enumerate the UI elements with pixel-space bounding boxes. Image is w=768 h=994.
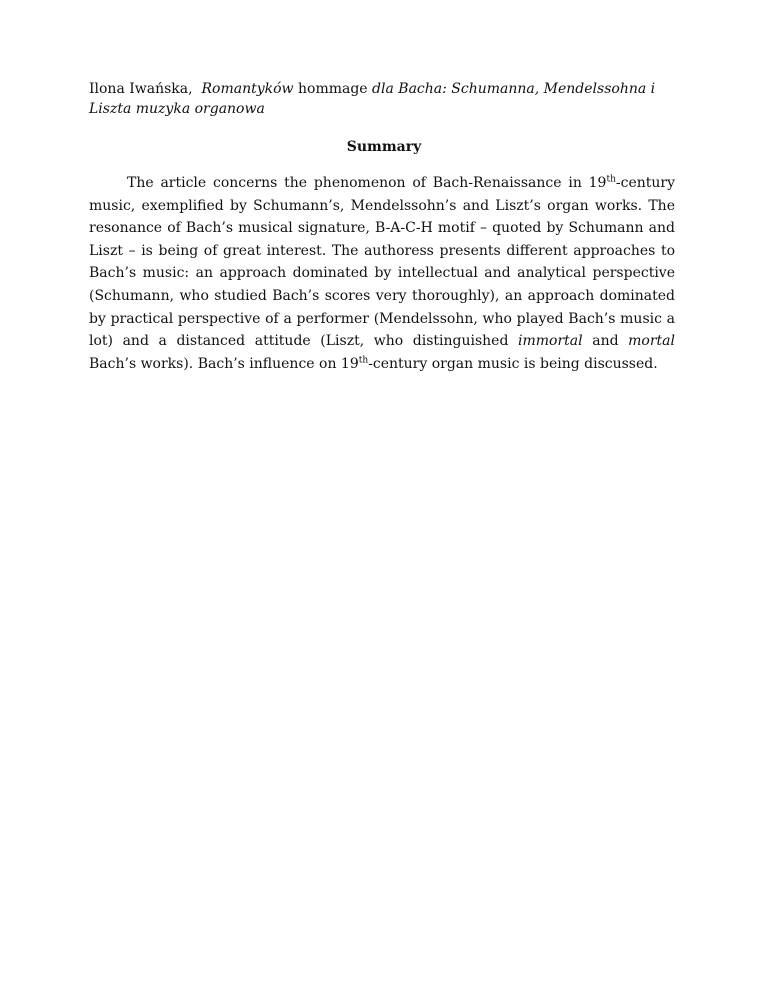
summary-sup-1: th <box>606 174 616 185</box>
author-name: Ilona Iwańska, <box>89 81 193 97</box>
section-title: Summary <box>346 139 422 155</box>
header-title-plain: hommage <box>298 81 368 97</box>
summary-text-1: The article concerns the phenomenon of Bach-Renaissance in 19 <box>127 175 607 191</box>
summary-em-2: mortal <box>628 333 675 350</box>
header-title-italic-1: Romantyków <box>201 81 294 97</box>
summary-text-4: Bach’s works). Bach’s influence on 19 <box>89 355 359 372</box>
summary-em-1: immortal <box>518 333 583 350</box>
header-title-italic-2: dla Bacha: Schumanna, Mendelssohna i Liszta muzyka organowa <box>89 81 656 117</box>
summary-sup-2: th <box>358 355 369 366</box>
summary-text-3: and <box>592 333 619 350</box>
summary-text-5: -century organ music is being discussed. <box>368 355 658 372</box>
summary-text-2: -century music, exemplified by Schumann’s, Mendelssohn’s and Liszt’s organ works. The resonance of Bach’s musical signature, B-A-C-H motif – quoted by Schumann and Liszt – is being of great interest. The authoress presents different approaches to Bach’s music: an approach dominated by intellectual and analytical perspective (Schumann, who studied Bach’s scores very thoroughly), an approach dominated by practical perspective of a performer (Mendelssohn, who played Bach’s music a lot) and a distanced attitude (Liszt, who distinguished <box>89 175 675 350</box>
summary-paragraph <box>89 172 675 375</box>
article-header <box>89 79 689 119</box>
